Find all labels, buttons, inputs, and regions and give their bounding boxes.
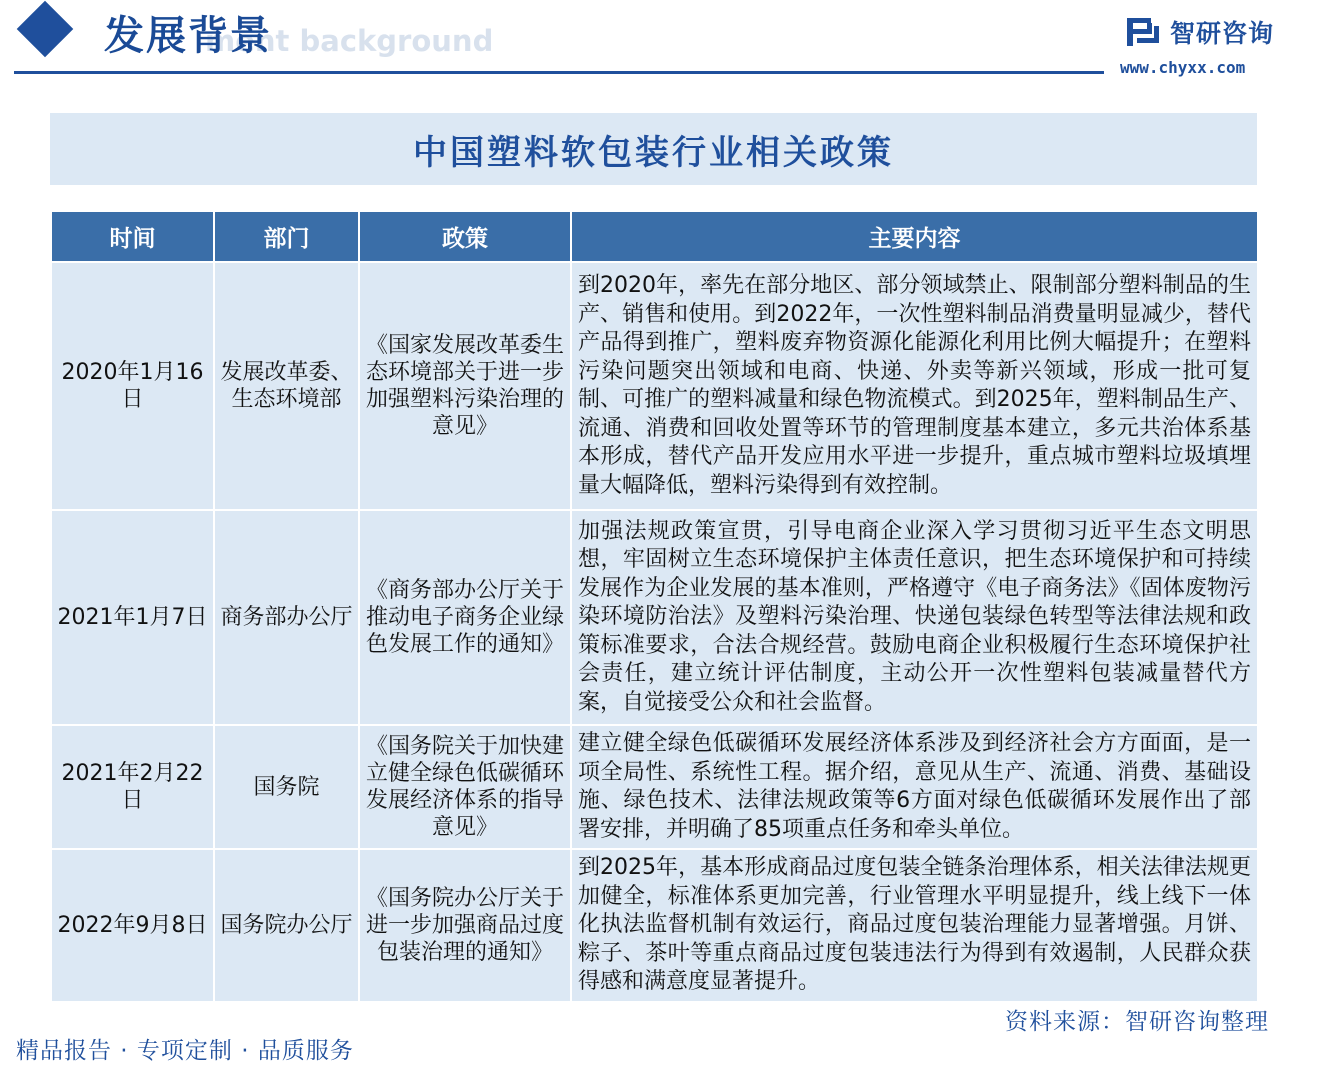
cell-time: 2020年1月16日	[51, 262, 214, 510]
cell-content: 建立健全绿色低碳循环发展经济体系涉及到经济社会方方面面，是一项全局性、系统性工程。据介绍，意见从生产、流通、消费、基础设施、绿色技术、法律法规政策等6方面对绿色低碳循环发展作出了部署安排，并明确了85项重点任务和牵头单位。	[571, 725, 1258, 849]
header-subtitle-watermark: ment background	[205, 24, 494, 58]
chyxx-logo-icon	[1127, 18, 1159, 46]
cell-department: 国务院办公厅	[214, 849, 359, 1002]
header-divider	[14, 71, 1104, 74]
table-row	[51, 849, 1258, 1002]
table-header-row	[51, 211, 1258, 262]
cell-policy: 《商务部办公厅关于推动电子商务企业绿色发展工作的通知》	[359, 510, 571, 725]
cell-policy: 《国务院办公厅关于进一步加强商品过度包装治理的通知》	[359, 849, 571, 1002]
source-note: 资料来源：智研咨询整理	[1005, 1009, 1269, 1035]
table-row	[51, 510, 1258, 725]
cell-time: 2021年1月7日	[51, 510, 214, 725]
cell-time: 2021年2月22日	[51, 725, 214, 849]
logo-url: www.chyxx.com	[1120, 58, 1246, 77]
cell-department: 国务院	[214, 725, 359, 849]
table-title-banner	[50, 113, 1257, 185]
footer-tagline: 精品报告 · 专项定制 · 品质服务	[16, 1038, 354, 1064]
cell-department: 发展改革委、生态环境部	[214, 262, 359, 510]
table-row	[51, 262, 1258, 510]
cell-content: 到2020年，率先在部分地区、部分领域禁止、限制部分塑料制品的生产、销售和使用。到2022年，一次性塑料制品消费量明显减少，替代产品得到推广，塑料废弃物资源化能源化利用比例大幅提升；在塑料污染问题突出领域和电商、快递、外卖等新兴领域，形成一批可复制、可推广的塑料减量和绿色物流模式。到2025年，塑料制品生产、流通、消费和回收处置等环节的管理制度基本建立，多元共治体系基本形成，替代产品开发应用水平进一步提升，重点城市塑料垃圾填埋量大幅降低，塑料污染得到有效控制。	[571, 262, 1258, 510]
cell-time: 2022年9月8日	[51, 849, 214, 1002]
policy-table	[50, 210, 1259, 1003]
cell-department: 商务部办公厅	[214, 510, 359, 725]
cell-policy: 《国务院关于加快建立健全绿色低碳循环发展经济体系的指导意见》	[359, 725, 571, 849]
cell-policy: 《国家发展改革委生态环境部关于进一步加强塑料污染治理的意见》	[359, 262, 571, 510]
logo-name: 智研咨询	[1170, 19, 1275, 48]
table-row	[51, 725, 1258, 849]
column-header-time: 时间	[51, 211, 214, 262]
cell-content: 加强法规政策宣贯，引导电商企业深入学习贯彻习近平生态文明思想，牢固树立生态环境保护主体责任意识，把生态环境保护和可持续发展作为企业发展的基本准则，严格遵守《电子商务法》《固体废物污染环境防治法》及塑料污染治理、快递包装绿色转型等法律法规和政策标准要求，合法合规经营。鼓励电商企业积极履行生态环境保护社会责任，建立统计评估制度，主动公开一次性塑料包装减量替代方案，自觉接受公众和社会监督。	[571, 510, 1258, 725]
cell-content: 到2025年，基本形成商品过度包装全链条治理体系，相关法律法规更加健全，标准体系更加完善，行业管理水平明显提升，线上线下一体化执法监督机制有效运行，商品过度包装治理能力显著增强。月饼、粽子、茶叶等重点商品过度包装违法行为得到有效遏制，人民群众获得感和满意度显著提升。	[571, 849, 1258, 1002]
table-title: 中国塑料软包装行业相关政策	[413, 132, 894, 173]
column-header-content: 主要内容	[571, 211, 1258, 262]
page-title: 发展背景	[104, 13, 272, 59]
header-diamond-icon	[17, 1, 74, 58]
column-header-policy: 政策	[359, 211, 571, 262]
column-header-department: 部门	[214, 211, 359, 262]
